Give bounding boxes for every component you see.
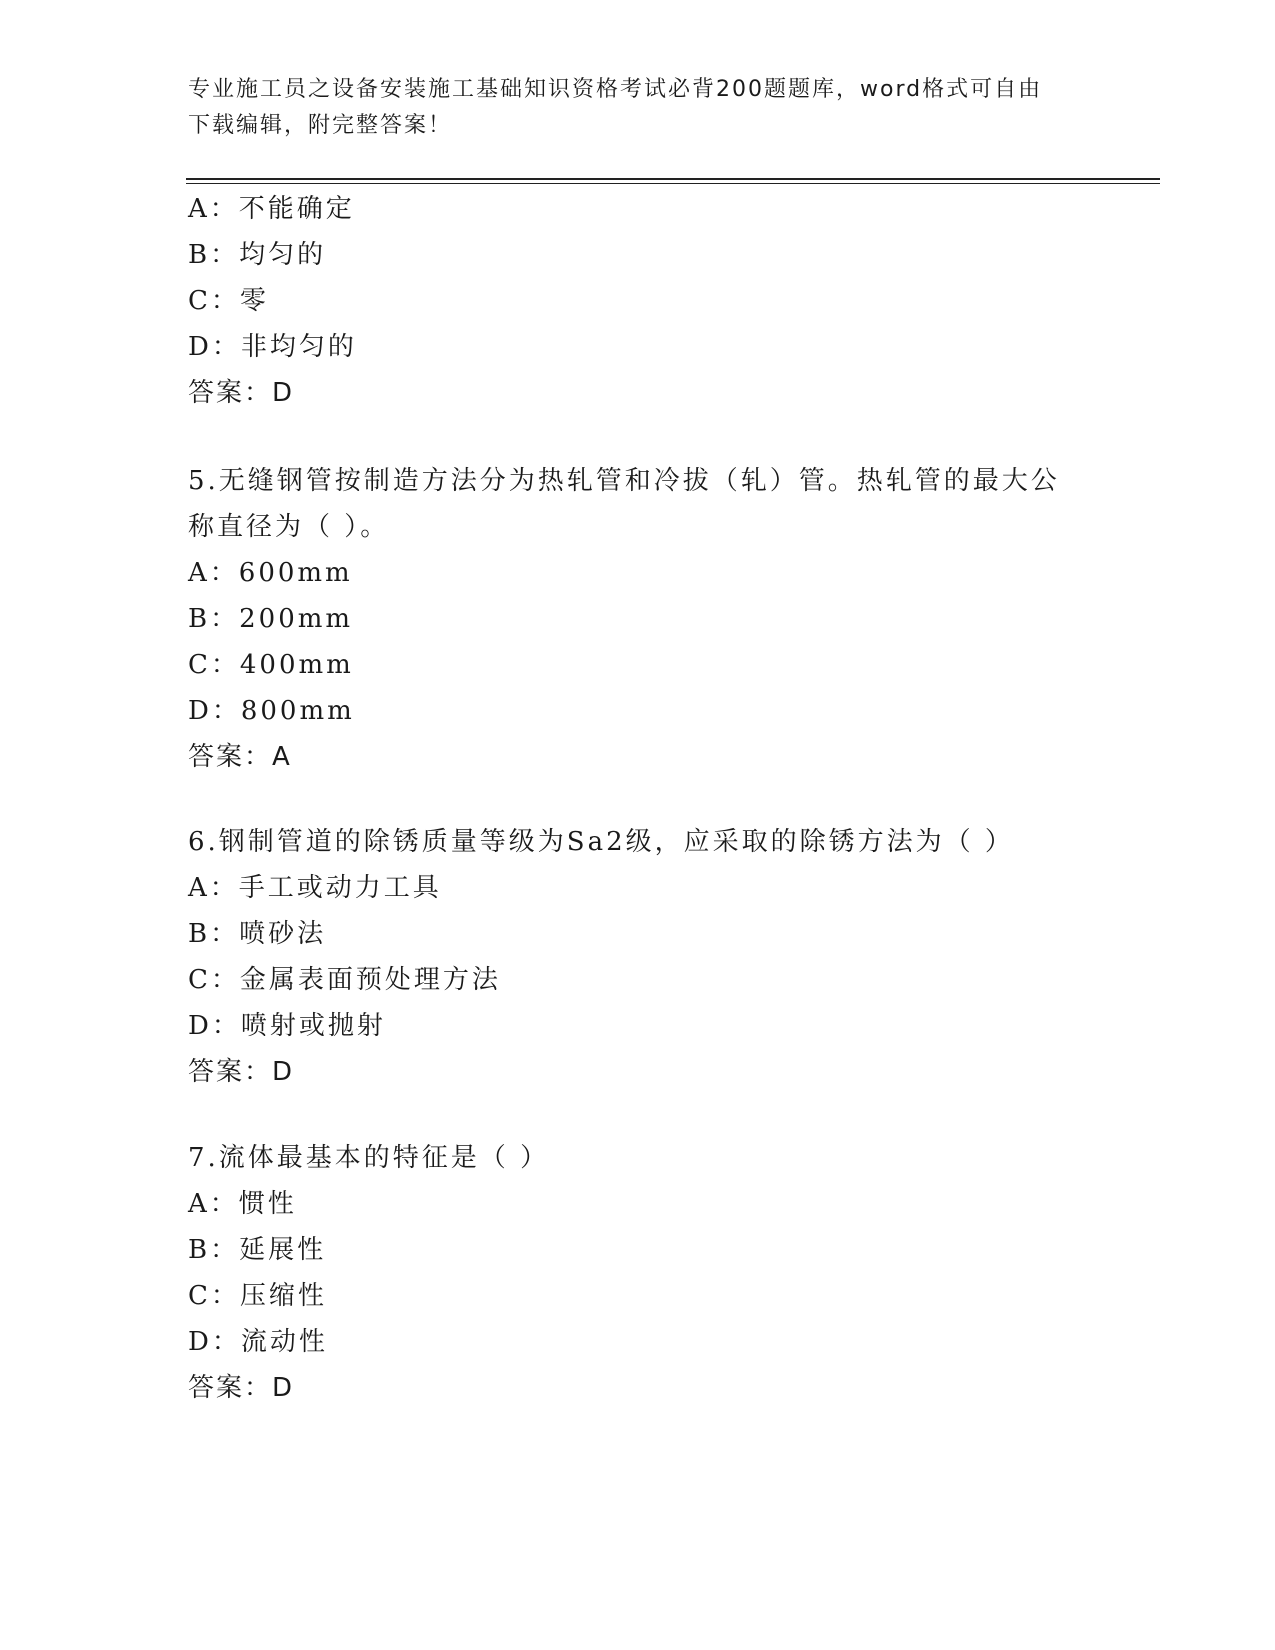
option-a: A：不能确定 [188, 194, 355, 224]
question-5 [188, 458, 1088, 780]
option-c: C：压缩性 [188, 1281, 327, 1311]
answer: 答案：D [188, 1373, 295, 1403]
option-d: D：喷射或抛射 [188, 1011, 386, 1041]
option-d: D：800mm [188, 696, 355, 726]
option-d: D：非均匀的 [188, 332, 357, 362]
header-line-2: 下载编辑，附完整答案！ [188, 113, 453, 138]
answer: 答案：D [188, 1057, 295, 1087]
question-4 [188, 186, 1088, 416]
answer: 答案：D [188, 378, 295, 408]
question-7 [188, 1135, 1088, 1411]
question-text-line-2: 称直径为（ ）。 [188, 512, 390, 542]
header-divider-thin [186, 183, 1160, 184]
option-a: A：手工或动力工具 [188, 873, 442, 903]
header-divider-thick [186, 178, 1160, 180]
option-c: C：400mm [188, 650, 354, 680]
option-a: A：600mm [188, 558, 353, 588]
question-6 [188, 819, 1088, 1095]
question-text-line-1: 6.钢制管道的除锈质量等级为Sa2级，应采取的除锈方法为（ ） [188, 827, 1014, 857]
answer: 答案：A [188, 742, 292, 772]
option-b: B：延展性 [188, 1235, 327, 1265]
option-b: B：200mm [188, 604, 354, 634]
header-line-1: 专业施工员之设备安装施工基础知识资格考试必背200题题库，word格式可自由 [188, 77, 1043, 102]
option-b: B：均匀的 [188, 240, 327, 270]
option-c: C：零 [188, 286, 269, 316]
option-b: B：喷砂法 [188, 919, 327, 949]
question-text-line-1: 7.流体最基本的特征是（ ） [188, 1143, 550, 1173]
option-c: C：金属表面预处理方法 [188, 965, 501, 995]
document-header [188, 72, 1088, 144]
option-a: A：惯性 [188, 1189, 297, 1219]
option-d: D：流动性 [188, 1327, 328, 1357]
question-text-line-1: 5.无缝钢管按制造方法分为热轧管和冷拔（轧）管。热轧管的最大公 [188, 466, 1060, 496]
